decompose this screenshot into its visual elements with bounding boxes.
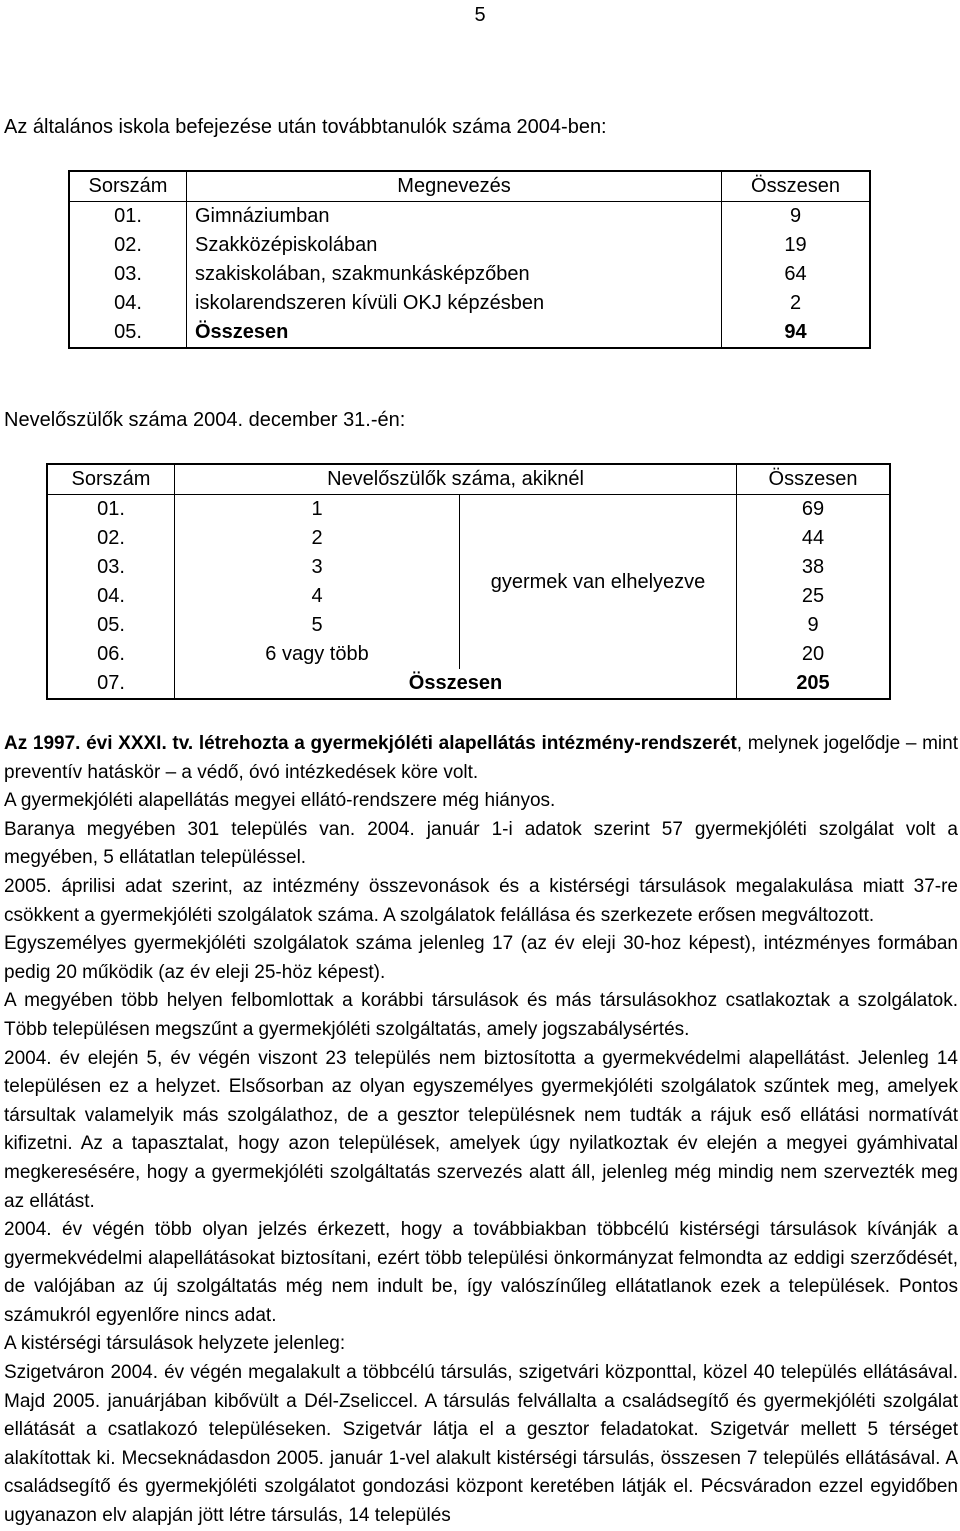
table-header-row	[70, 172, 869, 202]
row-total: 19	[784, 234, 807, 256]
table-total-row	[70, 318, 869, 347]
section-heading-foster-parents: Nevelőszülők száma 2004. december 31.-én:	[4, 409, 406, 431]
row-number: 04.	[48, 582, 175, 611]
row-count: 3	[175, 553, 460, 582]
row-count: 6 vagy több	[175, 640, 460, 669]
paragraph: 2004. év elején 5, év végén viszont 23 település nem biztosította a gyermekvédelmi alapellátást. Jelenleg 14 településen ez a helyzet. Elsősorban az olyan egyszemélyes gyermekjóléti szolgálatok szűntek meg, amelyek társultak valamelyik más szolgálathoz, de a gesztor településnek nem tudták a rájuk eső ellátási normatívát kifizetni. Az a tapasztalat, hogy azon települések, amelyek úgy nyilatkoztak év elején a megyei gyámhivatal megkeresésére, hogy a gyermekjóléti szolgáltatás szervezés alatt áll, jelenleg még mindig nem szervezték meg az ellátást.	[4, 1047, 958, 1212]
row-total: 64	[784, 263, 807, 285]
header-cell: Nevelőszülők száma, akiknél	[175, 465, 736, 495]
further-education-table	[68, 170, 871, 349]
table-row	[70, 231, 869, 260]
row-name: Összesen	[187, 318, 722, 347]
row-number: 07.	[48, 669, 175, 698]
header-cell: Sorszám	[48, 465, 175, 495]
table-total-row	[48, 669, 889, 698]
row-number: 02.	[70, 231, 187, 260]
row-count: 5	[175, 611, 460, 640]
row-number: 03.	[70, 260, 187, 289]
row-total: 20	[736, 640, 889, 669]
row-total: 69	[736, 495, 889, 524]
row-total: 9	[736, 611, 889, 640]
paragraph: Egyszemélyes gyermekjóléti szolgálatok száma jelenleg 17 (az év eleji 30-hoz képest), intézményes formában pedig 20 működik (az év eleji 25-höz képest).	[4, 933, 958, 983]
paragraph-rest: , melynek jogelődje – mint preventív hatáskör – a védő, óvó intézkedések köre volt.	[4, 733, 958, 783]
row-number: 01.	[70, 202, 187, 231]
row-total: 44	[736, 524, 889, 553]
row-number: 03.	[48, 553, 175, 582]
paragraph: A kistérségi társulások helyzete jelenleg:	[4, 1333, 346, 1355]
table-row	[70, 202, 869, 231]
row-number: 05.	[48, 611, 175, 640]
row-number: 05.	[70, 318, 187, 347]
row-count: 2	[175, 524, 460, 553]
paragraph: 2005. áprilisi adat szerint, az intézmény összevonások és a kistérségi társulások megalakulása miatt 37-re csökkent a gyermekjóléti szolgálatok száma. A szolgálatok felállása és szerkezete erősen megváltozott.	[4, 875, 958, 926]
row-number: 02.	[48, 524, 175, 553]
header-cell: Sorszám	[70, 172, 187, 202]
paragraph	[4, 730, 958, 787]
section-heading-further-education: Az általános iskola befejezése után továbbtanulók száma 2004-ben:	[4, 116, 607, 138]
table-row	[48, 495, 889, 524]
body-text	[4, 730, 958, 1531]
paragraph: Szigetváron 2004. év végén megalakult a többcélú társulás, szigetvári központtal, közel 40 település ellátásával. Majd 2005. januárjában kibővült a Dél-Zseliccel. A társulás felvállalta a családsegítő és gyermekjóléti szolgálat ellátását a csatlakozó településeken. Szigetvár látja el a gesztor feladatokat. Szigetvár mellett 5 térséget alakítottak ki. Mecseknádasdon 2005. január 1-vel alakult kistérségi társulás, összesen 7 település ellátásával. A családsegítő és gyermekjóléti szolgálatot gondozási központ keretében látják el. Pécsváradon ezzel egyidőben ugyanazon elv alapján jött létre társulás, 14 település	[4, 1362, 958, 1527]
table-row	[70, 260, 869, 289]
page-number: 5	[474, 4, 486, 26]
header-cell: Összesen	[736, 465, 889, 495]
row-count: 4	[175, 582, 460, 611]
row-total: 38	[736, 553, 889, 582]
table-header-row	[48, 465, 889, 495]
merged-label: gyermek van elhelyezve	[490, 570, 706, 593]
row-total: 94	[784, 321, 807, 343]
paragraph: A gyermekjóléti alapellátás megyei ellátó-rendszere még hiányos.	[4, 790, 556, 812]
header-cell: Összesen	[722, 172, 869, 202]
row-label: Összesen	[408, 672, 503, 694]
row-number: 01.	[48, 495, 175, 524]
row-name: szakiskolában, szakmunkásképzőben	[187, 260, 722, 289]
row-total: 9	[789, 205, 802, 227]
table-row	[70, 289, 869, 318]
row-number: 04.	[70, 289, 187, 318]
paragraph: Baranya megyében 301 település van. 2004. január 1-i adatok szerint 57 gyermekjóléti szolgálat volt a megyében, 5 ellátatlan településsel.	[4, 818, 958, 869]
row-total: 25	[736, 582, 889, 611]
paragraph: 2004. év végén több olyan jelzés érkezett, hogy a továbbiakban többcélú kistérségi társulások kívánják a gyermekvédelmi alapellátásokat biztosítani, ezért több települési önkormányzat felmondta az eddigi szerződését, de valójában az új szolgáltatás még nem indult be, így valószínűleg ellátatlanok ezek a települések. Pontos számukról egyenlőre nincs adat.	[4, 1219, 958, 1326]
row-name: iskolarendszeren kívüli OKJ képzésben	[187, 289, 722, 318]
row-total: 2	[789, 292, 802, 314]
row-name: Szakközépiskolában	[187, 231, 722, 260]
row-name: Gimnáziumban	[187, 202, 722, 231]
row-total: 205	[736, 669, 889, 698]
header-cell: Megnevezés	[187, 172, 722, 202]
foster-parents-table	[46, 463, 891, 700]
row-count: 1	[175, 495, 460, 524]
row-number: 06.	[48, 640, 175, 669]
paragraph: A megyében több helyen felbomlottak a korábbi társulások és más társulásokhoz csatlakoztak a szolgálatok. Több településen megszűnt a gyermekjóléti szolgáltatás, amely jogszabálysértés.	[4, 990, 958, 1040]
paragraph-bold-lead: Az 1997. évi XXXI. tv. létrehozta a gyermekjóléti alapellátás intézmény-rendszerét	[4, 733, 737, 754]
